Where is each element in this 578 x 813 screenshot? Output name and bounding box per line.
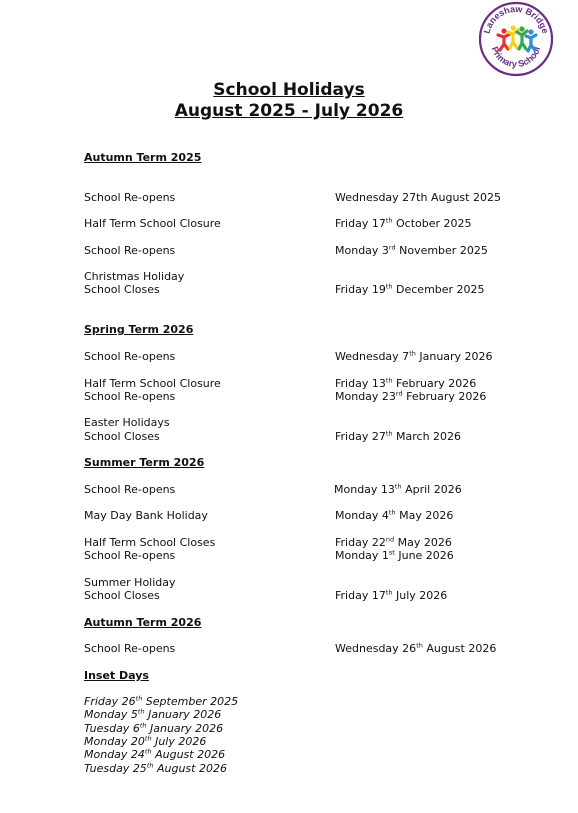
row-date: Monday 3rd November 2025 bbox=[335, 243, 488, 257]
heading-autumn-2026: Autumn Term 2026 bbox=[84, 616, 202, 629]
row-date: Friday 17th October 2025 bbox=[335, 216, 472, 230]
row-date: Friday 17th July 2026 bbox=[335, 588, 448, 602]
row-date: Wednesday 26th August 2026 bbox=[335, 641, 497, 655]
heading-spring-2026: Spring Term 2026 bbox=[84, 323, 194, 336]
row-label: School Re-opens bbox=[84, 483, 176, 496]
title-line-1: School Holidays bbox=[213, 80, 365, 100]
row-label-2: School Closes bbox=[84, 430, 160, 443]
row-date: Friday 27th March 2026 bbox=[335, 429, 462, 443]
row-label: School Re-opens bbox=[84, 642, 176, 655]
row-date: Friday 19th December 2025 bbox=[335, 282, 485, 296]
row-label: Summer Holiday bbox=[84, 576, 176, 589]
heading-autumn-2025: Autumn Term 2025 bbox=[84, 151, 202, 164]
row-date: Friday 13th February 2026 bbox=[335, 376, 477, 390]
school-logo bbox=[478, 1, 554, 77]
row-label: School Re-opens bbox=[84, 350, 176, 363]
inset-day: Monday 5th January 2026 bbox=[84, 707, 222, 721]
row-label: School Re-opens bbox=[84, 244, 176, 257]
row-date: Monday 4th May 2026 bbox=[335, 508, 454, 522]
row-label: School Re-opens bbox=[84, 191, 176, 204]
row-label: Christmas Holiday bbox=[84, 270, 185, 283]
logo-text-bottom: Primary School bbox=[489, 45, 543, 70]
row-date: Wednesday 7th January 2026 bbox=[335, 349, 493, 363]
row-label: Half Term School Closure bbox=[84, 377, 221, 390]
row-date: Friday 22nd May 2026 bbox=[335, 535, 452, 549]
row-label: Easter Holidays bbox=[84, 416, 170, 429]
heading-inset-days: Inset Days bbox=[84, 669, 149, 682]
row-label: Half Term School Closes bbox=[84, 536, 216, 549]
logo-text-top: Laneshaw Bridge bbox=[481, 3, 551, 35]
row-date: Monday 13th April 2026 bbox=[334, 482, 462, 496]
inset-day: Friday 26th September 2025 bbox=[84, 694, 239, 708]
row-label-2: School Closes bbox=[84, 589, 160, 602]
inset-day: Tuesday 6th January 2026 bbox=[84, 721, 224, 735]
row-date: Wednesday 27th August 2025 bbox=[335, 191, 501, 204]
title-line-2: August 2025 - July 2026 bbox=[174, 101, 404, 121]
row-date-2: Monday 1st June 2026 bbox=[335, 548, 454, 562]
heading-summer-2026: Summer Term 2026 bbox=[84, 456, 205, 469]
row-label-2: School Closes bbox=[84, 283, 160, 296]
inset-day: Monday 24th August 2026 bbox=[84, 747, 226, 761]
inset-day: Monday 20th July 2026 bbox=[84, 734, 207, 748]
row-label: May Day Bank Holiday bbox=[84, 509, 208, 522]
row-date-2: Monday 23rd February 2026 bbox=[335, 389, 487, 403]
row-label: Half Term School Closure bbox=[84, 217, 221, 230]
inset-day: Tuesday 25th August 2026 bbox=[84, 761, 227, 775]
row-label-2: School Re-opens bbox=[84, 549, 176, 562]
row-label-2: School Re-opens bbox=[84, 390, 176, 403]
